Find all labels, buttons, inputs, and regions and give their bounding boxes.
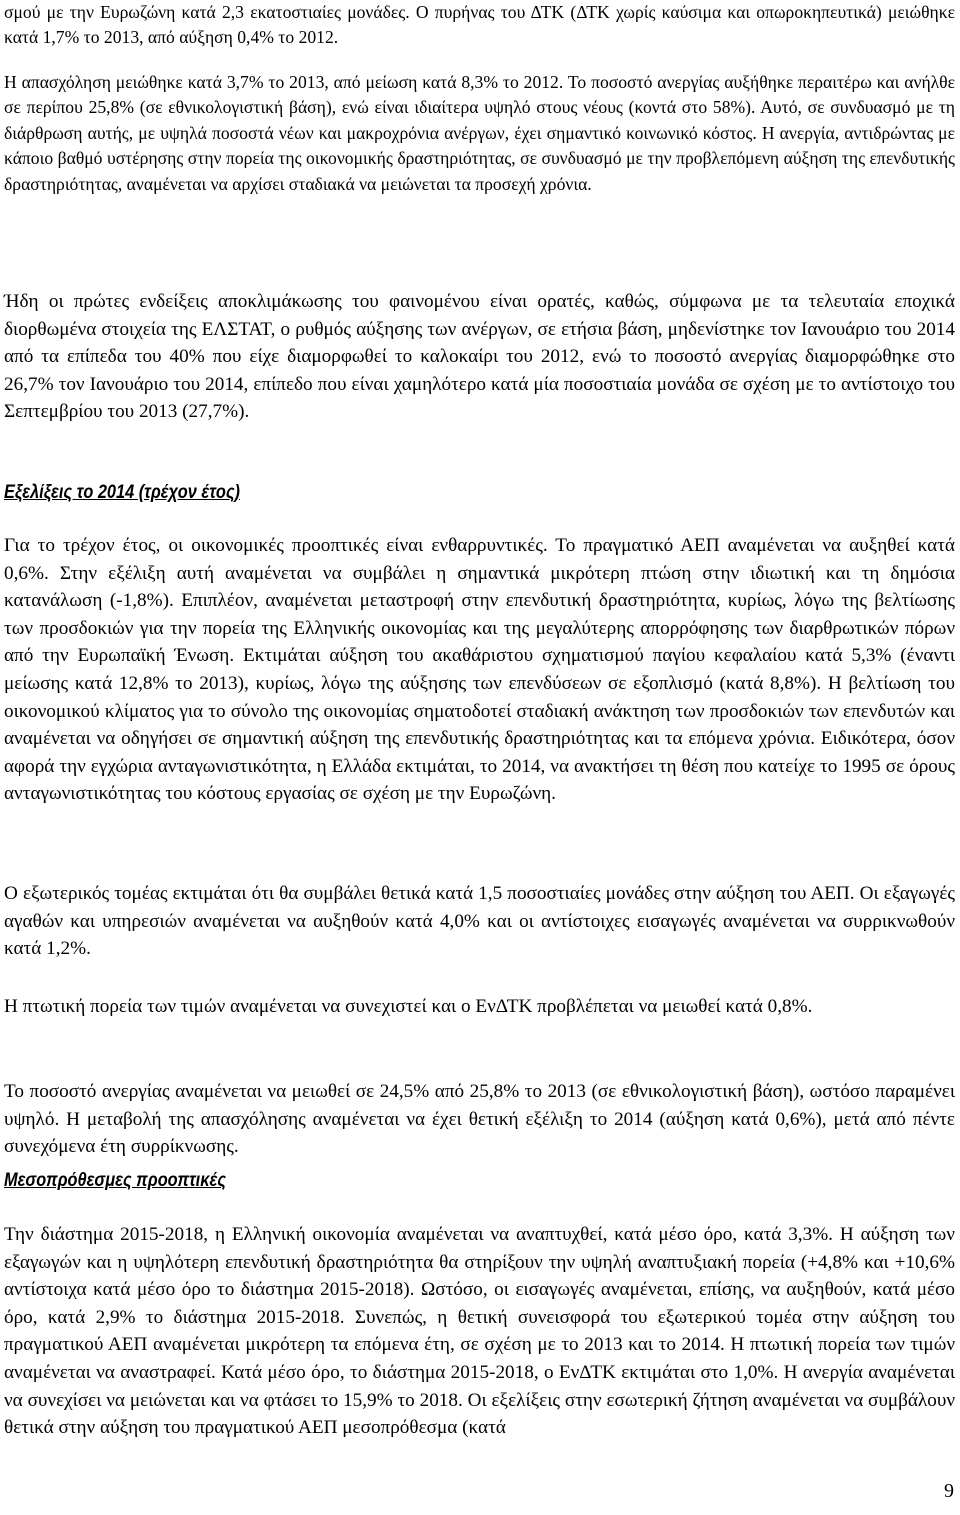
page-number: 9 (944, 1480, 954, 1502)
paragraph-employment: Η απασχόληση μειώθηκε κατά 3,7% το 2013, από μείωση κατά 8,3% το 2012. Το ποσοστό ανεργίας αυξήθηκε περαιτέρω και ανήλθε σε περίπου 25,8% (σε εθνικολογιστική βάση), ενώ είναι ιδιαίτερα υψηλό στους νέους (κοντά στο 58%). Αυτό, σε συνδυασμό με τη διάρθρωση αυτής, με υψηλά ποσοστά νέων και μακροχρόνια ανέργων, έχει σημαντικό κοινωνικό κόστος. Η ανεργία, αντιδρώντας με κάποιο βαθμό υστέρησης στην πορεία της οικονομικής δραστηριότητας, σε συνδυασμό με την προβλεπόμενη αύξηση της επενδυτικής δραστηριότητας, αναμένεται να αρχίσει σταδιακά να μειώνεται τα προσεχή χρόνια. (4, 72, 955, 194)
paragraph-inflation-core: σμού με την Ευρωζώνη κατά 2,3 εκατοστιαίες μονάδες. Ο πυρήνας του ΔΤΚ (ΔΤΚ χωρίς καύσιμα και οπωροκηπευτικά) μειώθηκε κατά 1,7% το 2013, από αύξηση 0,4% το 2012. (4, 2, 955, 48)
paragraph-external-sector: Ο εξωτερικός τομέας εκτιμάται ότι θα συμβάλει θετικά κατά 1,5 ποσοστιαίες μονάδες στην αύξηση του ΑΕΠ. Οι εξαγωγές αγαθών και υπηρεσιών αναμένεται να αυξηθούν κατά 4,0% και οι αντίστοιχες εισαγωγές αναμένεται να συρρικνωθούν κατά 1,2%. (4, 883, 955, 960)
paragraph-current-year-outlook: Για το τρέχον έτος, οι οικονομικές προοπτικές είναι ενθαρρυντικές. Το πραγματικό ΑΕΠ αναμένεται να αυξηθεί κατά 0,6%. Στην εξέλιξη αυτή αναμένεται να συμβάλει η σημαντικά μικρότερη πτώση στην ιδιωτική και τη δημόσια κατανάλωση (-1,8%). Επιπλέον, αναμένεται μεταστροφή στην επενδυτική δραστηριότητα, κυρίως, λόγω της βελτίωσης των προσδοκιών για την πορεία της Ελληνικής οικονομίας και της μεγαλύτερης απορρόφησης των διαρθρωτικών πόρων από την Ευρωπαϊκή Ένωση. Εκτιμάται αύξηση του ακαθάριστου σχηματισμού παγίου κεφαλαίου κατά 5,3% (έναντι μείωσης κατά 12,8% το 2013), κυρίως, λόγω της αύξησης των επενδύσεων σε εξοπλισμό (κατά 8,8%). Η βελτίωση του οικονομικού κλίματος για το σύνολο της οικονομίας σηματοδοτεί σταδιακή ανάκτηση των προσδοκιών των επενδυτών και αναμένεται να οδηγήσει σε σημαντική αύξηση της επενδυτικής δραστηριότητας και τα επόμενα χρόνια. Ειδικότερα, όσον αφορά την εγχώρια ανταγωνιστικότητα, η Ελλάδα εκτιμάται, το 2014, να ανακτήσει τη θέση που κατείχε το 1995 σε όρους ανταγωνιστικότητας του κόστους εργασίας σε σχέση με την Ευρωζώνη. (4, 535, 955, 805)
paragraph-medium-term-outlook: Την διάστημα 2015-2018, η Ελληνική οικονομία αναμένεται να αναπτυχθεί, κατά μέσο όρο, κατά 3,3%. Η αύξηση των εξαγωγών και η υψηλότερη επενδυτική δραστηριότητα θα στηρίξουν την υψηλή αναπτυξιακή πορεία (+4,8% και +10,6% αντίστοιχα κατά μέσο όρο το διάστημα 2015-2018). Ωστόσο, οι εισαγωγές αναμένεται, επίσης, να αυξηθούν, κατά μέσο όρο, κατά 2,9% το διάστημα 2015-2018. Συνεπώς, η θετική συνεισφορά του εξωτερικού τομέα στην αύξηση του πραγματικού ΑΕΠ αναμένεται μικρότερη τα επόμενα έτη, σε σχέση με το 2013 και το 2014. Η πτωτική πορεία των τιμών αναμένεται να αναστραφεί. Κατά μέσο όρο, το διάστημα 2015-2018, ο ΕνΔΤΚ εκτιμάται στο 1,0%. Η ανεργία αναμένεται να συνεχίσει να μειώνεται και να φτάσει το 15,9% το 2018. Οι εξελίξεις στην εσωτερική ζήτηση αναμένεται να συμβάλουν θετικά στην αύξηση του πραγματικού ΑΕΠ μεσοπρόθεσμα (κατά (4, 1224, 955, 1439)
paragraph-prices: Η πτωτική πορεία των τιμών αναμένεται να συνεχιστεί και ο ΕνΔΤΚ προβλέπεται να μειωθεί κατά 0,8%. (4, 996, 813, 1017)
paragraph-unemployment-signs: Ήδη οι πρώτες ενδείξεις αποκλιμάκωσης του φαινομένου είναι ορατές, καθώς, σύμφωνα με τα τελευταία εποχικά διορθωμένα στοιχεία της ΕΛΣΤΑΤ, ο ρυθμός αύξησης των ανέργων, σε ετήσια βάση, μηδενίστηκε τον Ιανουάριο του 2014 από τα επίπεδα του 40% που είχε διαμορφωθεί το καλοκαίρι του 2012, ενώ το ποσοστό ανεργίας διαμορφώθηκε στο 26,7% τον Ιανουάριο του 2014, επίπεδο που είναι χαμηλότερο κατά μία ποσοστιαία μονάδα σε σχέση με το αντίστοιχο του Σεπτεμβρίου του 2013 (27,7%). (4, 291, 955, 423)
heading-current-year: Εξελίξεις το 2014 (τρέχον έτος) (4, 482, 240, 503)
paragraph-unemployment-forecast: Το ποσοστό ανεργίας αναμένεται να μειωθεί σε 24,5% από 25,8% το 2013 (σε εθνικολογιστική βάση), ωστόσο παραμένει υψηλό. Η μεταβολή της απασχόλησης αναμένεται να έχει θετική εξέλιξη το 2014 (αύξηση κατά 0,6%), μετά από πέντε συνεχόμενα έτη συρρίκνωσης. (4, 1081, 955, 1158)
heading-medium-term: Μεσοπρόθεσμες προοπτικές (4, 1170, 226, 1191)
